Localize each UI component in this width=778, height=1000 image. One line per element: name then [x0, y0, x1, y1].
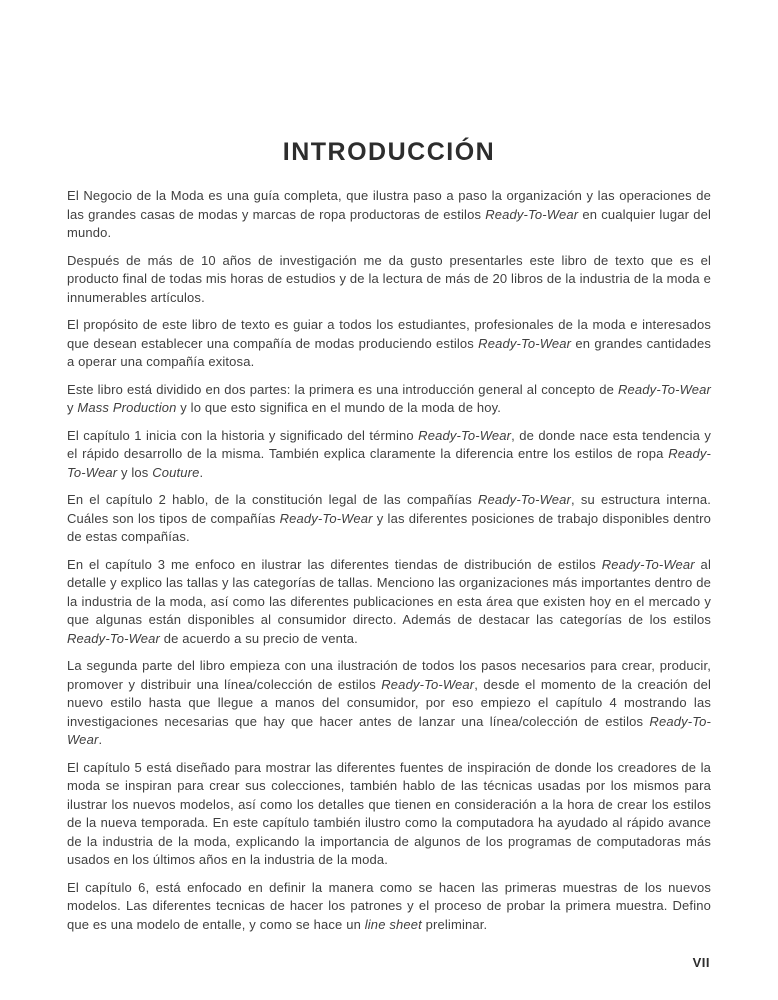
text-run: y lo que esto significa en el mundo de la moda de hoy. — [176, 400, 502, 415]
italic-term: Ready-To-Wear — [601, 556, 695, 572]
italic-term: Ready-To-Wear — [279, 510, 373, 526]
text-run: En el capítulo 3 me enfoco en ilustrar las diferentes tiendas de distribución de estilos — [67, 556, 602, 572]
italic-term: Mass Production — [77, 400, 177, 415]
italic-term: Ready-To-Wear — [485, 206, 579, 222]
italic-term: Ready-To-Wear — [618, 381, 711, 397]
text-run: y los — [117, 464, 153, 480]
text-run: En el capítulo 2 hablo, de la constitución legal de las compañías — [67, 492, 478, 507]
italic-term: Ready-To-Wear — [478, 335, 572, 351]
text-run: El propósito de este libro de texto es guiar a todos los estudiantes, profesionales de la moda e interesados que desean establecer una compañía de modas produciendo estilos — [67, 317, 711, 351]
text-run: de acuerdo a su precio de venta. — [160, 630, 358, 646]
page-number: VII — [692, 955, 710, 970]
text-run: , de donde nace esta tendencia y el rápido desarrollo de la misma. También explica claramente la diferencia entre los estilos de ropa — [67, 427, 711, 461]
italic-term: Ready-To-Wear — [478, 492, 571, 507]
italic-term: Ready-To-Wear — [67, 713, 711, 747]
italic-term: Couture — [152, 464, 200, 480]
paragraph — [67, 491, 711, 547]
text-run: . — [199, 464, 204, 480]
paragraph — [67, 556, 711, 649]
paragraph — [67, 252, 711, 308]
text-run: , su estructura interna. Cuáles son los tipos de compañías — [67, 492, 711, 526]
paragraph — [67, 759, 711, 870]
paragraph — [67, 879, 711, 935]
paragraph — [67, 427, 711, 483]
text-run: El Negocio de la Moda es una guía completa, que ilustra paso a paso la organización y las operaciones de las grandes casas de modas y marcas de ropa productoras de estilos — [67, 188, 711, 222]
text-run: El capítulo 6, está enfocado en definir la manera como se hacen las primeras muestras de los nuevos modelos. Las diferentes tecnicas de hacer los patrones y el proceso de probar la primera muestra. Defino que es una modelo de entalle, y como se hace un — [67, 879, 711, 932]
italic-term: Ready-To-Wear — [381, 676, 475, 692]
paragraph — [67, 381, 711, 418]
text-run: Este libro está dividido en dos partes: la primera es una introducción general al concepto de — [67, 381, 618, 397]
text-run: , desde el momento de la creación del nuevo estilo hasta que llegue a manos del consumidor, por eso empiezo el capítulo 4 mostrando las investigaciones necesarias que hay que hacer antes de lanzar una línea/colección de estilos — [67, 676, 711, 729]
page-title: INTRODUCCIÓN — [282, 138, 496, 166]
paragraph — [67, 316, 711, 372]
italic-term: Ready-To-Wear — [418, 427, 512, 443]
italic-term: line sheet — [364, 916, 422, 932]
italic-term: Ready-To-Wear — [67, 446, 711, 480]
text-run: en grandes cantidades a operar una compañía exitosa. — [67, 335, 711, 369]
text-run: y — [67, 400, 78, 415]
text-run: La segunda parte del libro empieza con una ilustración de todos los pasos necesarios para crear, producir, promover y distribuir una línea/colección de estilos — [67, 658, 711, 692]
text-run: al detalle y explico las tallas y las categorías de tallas. Menciono las organizaciones más importantes dentro de la industria de la moda, así como las diferentes publicaciones en esta área que existen hoy en el mercado y que algunas están disponibles al consumidor directo. Además de destacar las categorías de los estilos — [67, 556, 711, 627]
text-run: en cualquier lugar del mundo. — [67, 206, 711, 240]
text-run: . — [98, 732, 103, 747]
paragraphs-container — [67, 187, 711, 934]
italic-term: Ready-To-Wear — [67, 630, 160, 646]
text-run: preliminar. — [421, 916, 488, 932]
text-run: El capítulo 5 está diseñado para mostrar las diferentes fuentes de inspiración de donde los creadores de la moda se inspiran para crear sus colecciones, también hablo de las técnicas usadas por los mismos para ilustrar los nuevos modelos, así como los detalles que tienen en consideración a la hora de crear los estilos de la nueva temporada. En este capítulo también ilustro como la computadora ha ayudado al rápido avance de la industria de la moda, explicando la importancia de algunos de los programas de computadoras más usados en los últimos años en la industria de la moda. — [67, 759, 711, 867]
text-run: Después de más de 10 años de investigación me da gusto presentarles este libro de texto que es el producto final de todas mis horas de estudios y de la lectura de más de 20 libros de la industria de la moda e innumerables artículos. — [67, 252, 711, 305]
text-run: y las diferentes posiciones de trabajo disponibles dentro de estas compañías. — [67, 510, 711, 544]
text-run: El capítulo 1 inicia con la historia y significado del término — [67, 427, 419, 443]
paragraph — [67, 187, 711, 243]
paragraph — [67, 657, 711, 750]
